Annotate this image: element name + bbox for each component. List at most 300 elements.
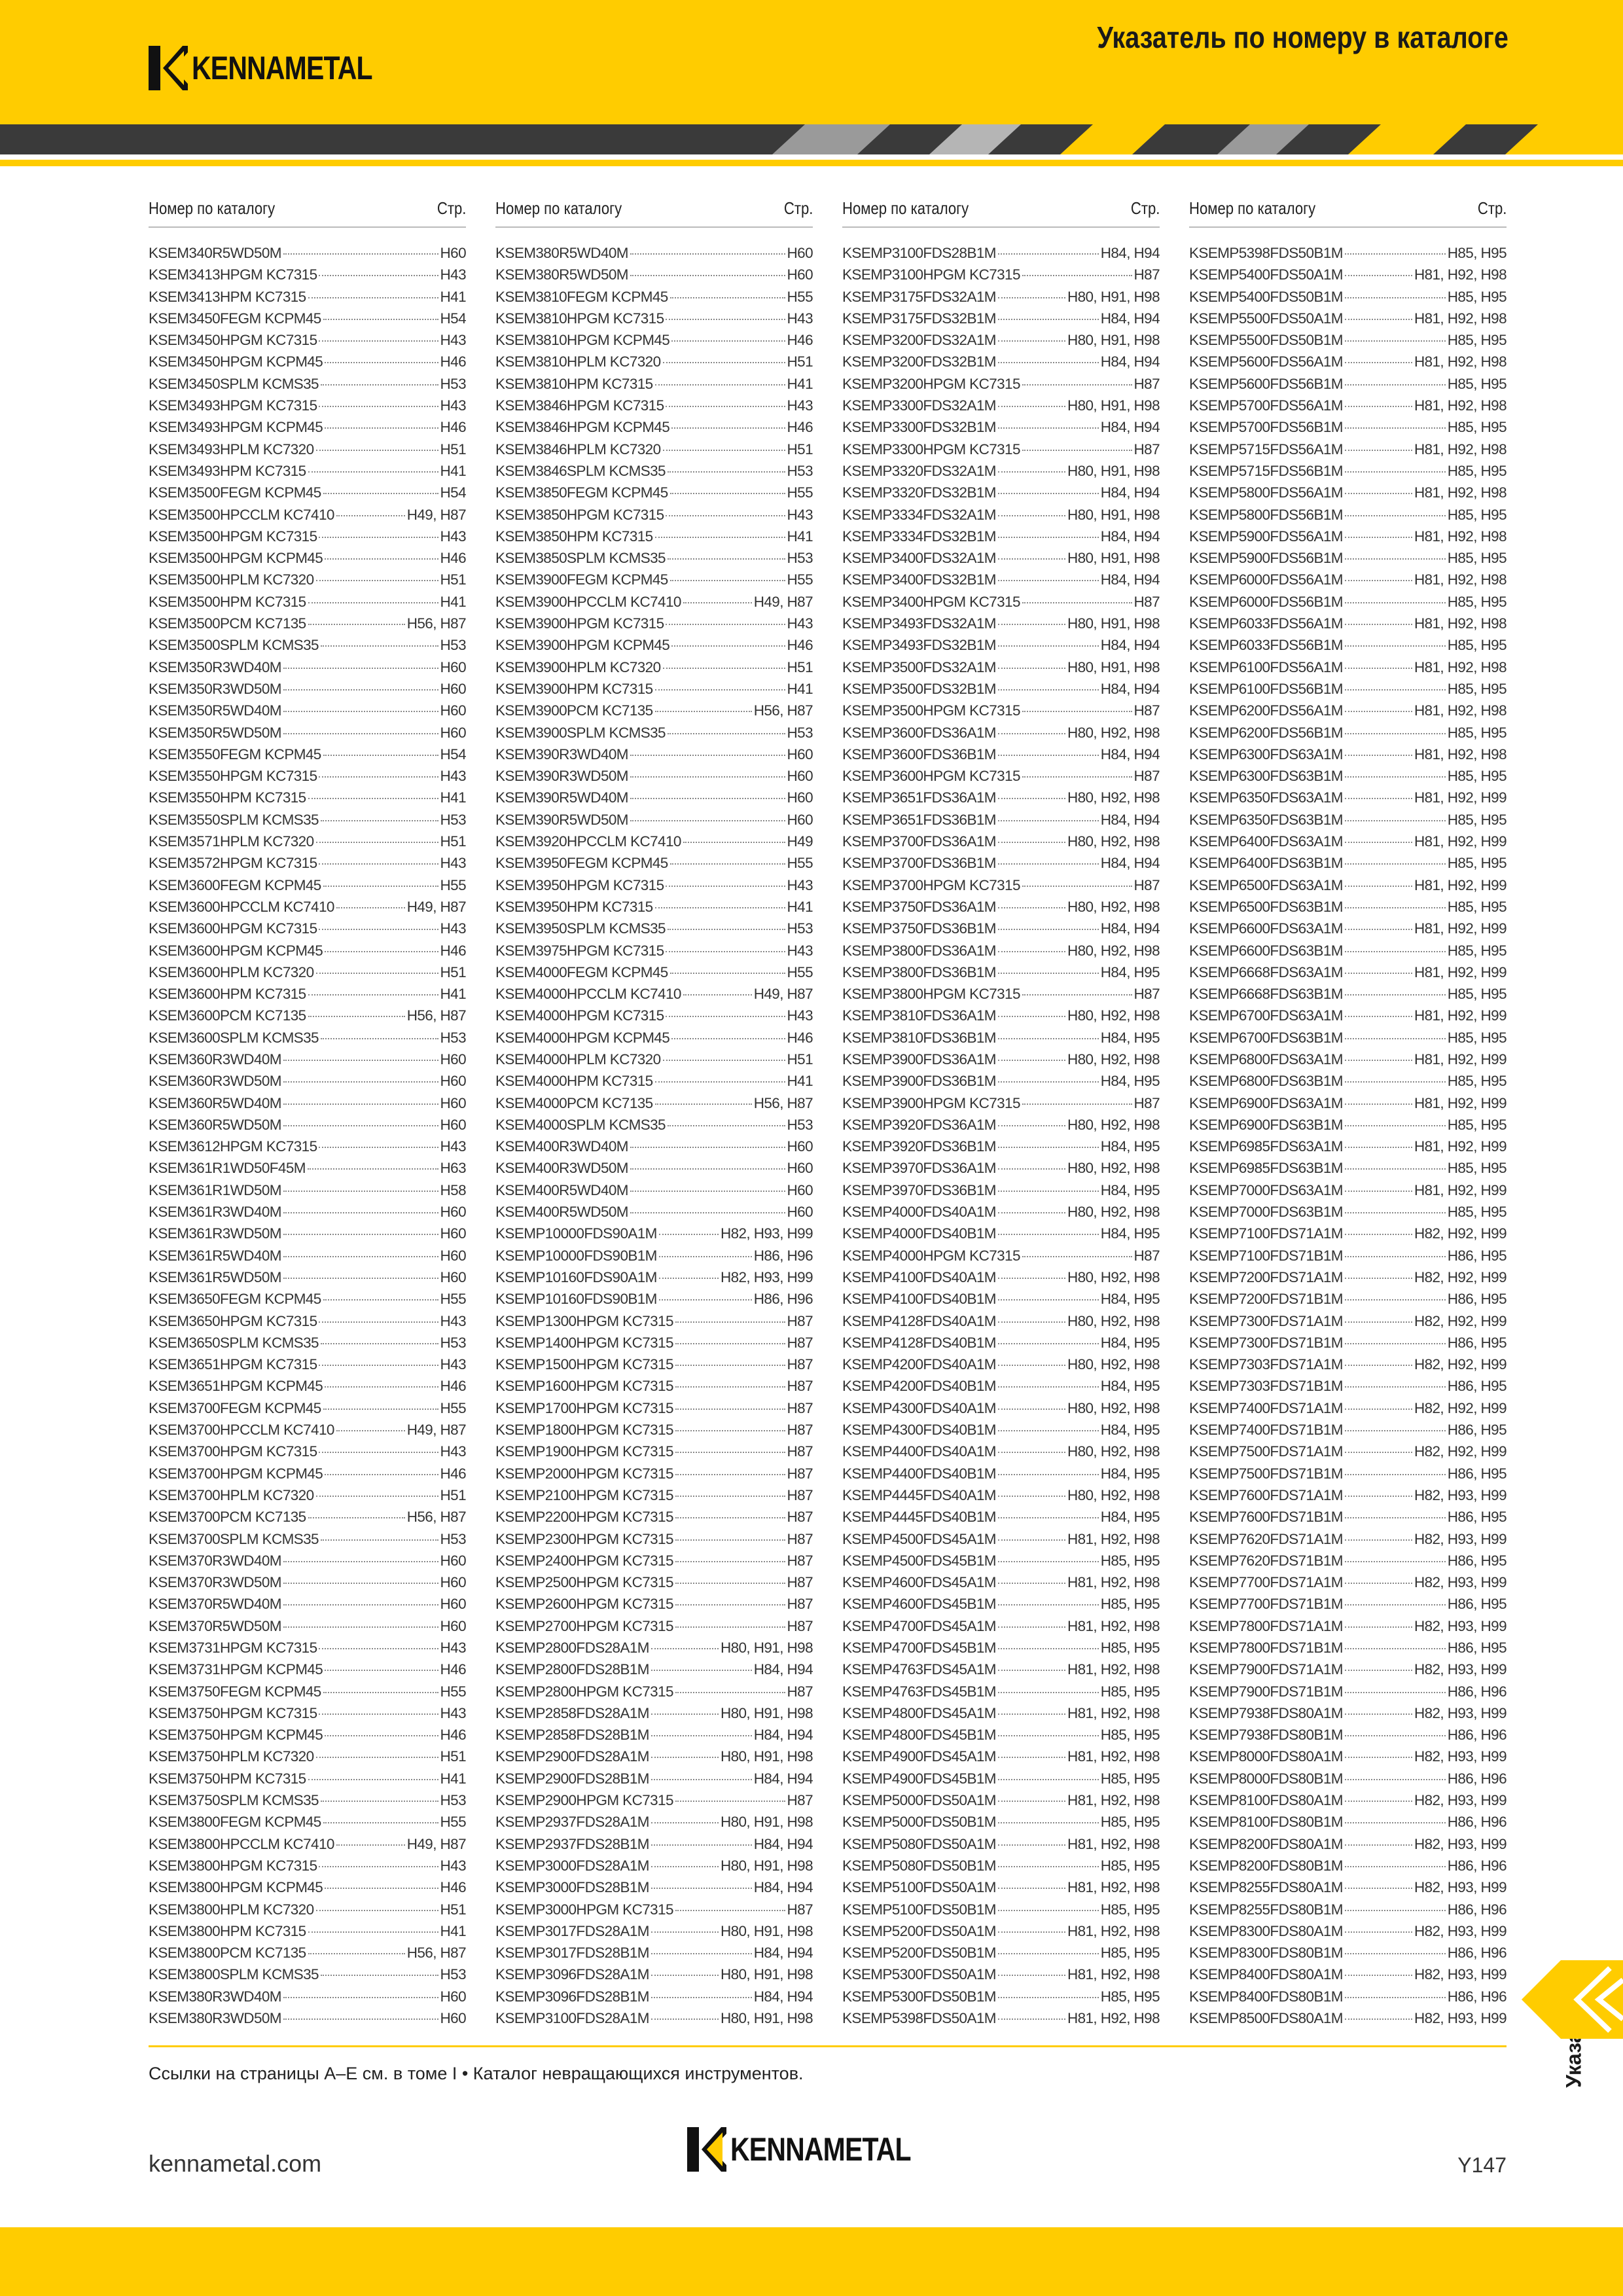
index-row	[495, 613, 813, 634]
catalog-number: KSEMP3500HPGM KC7315	[842, 702, 1020, 719]
dot-leader	[998, 1299, 1099, 1300]
index-row	[1189, 329, 1507, 351]
page-reference: H53	[440, 1530, 466, 1547]
page-reference: H85, H95	[1447, 550, 1507, 567]
catalog-number: KSEMP1300HPGM KC7315	[495, 1312, 673, 1329]
index-row	[1189, 591, 1507, 613]
index-row	[1189, 744, 1507, 765]
page-reference: H86, H95	[1447, 1509, 1507, 1526]
index-row	[495, 1201, 813, 1223]
index-row	[1189, 1332, 1507, 1354]
dot-leader	[1345, 733, 1446, 734]
chevron-left-icon[interactable]	[1522, 1960, 1623, 2039]
dot-leader	[630, 755, 785, 756]
page-reference: H82, H92, H99	[1414, 1312, 1507, 1329]
index-row	[495, 460, 813, 482]
page-reference: H85, H95	[1100, 1814, 1160, 1831]
footer-bar	[0, 2227, 1623, 2296]
dot-leader	[998, 1801, 1065, 1802]
page-reference: H41	[440, 593, 466, 610]
page-reference: H60	[440, 1225, 466, 1242]
index-row	[149, 1354, 466, 1375]
catalog-number: KSEM3500PCM KC7135	[149, 615, 306, 632]
dot-leader	[1345, 1496, 1412, 1497]
index-row	[149, 1702, 466, 1724]
index-row	[149, 1245, 466, 1266]
index-row	[149, 809, 466, 831]
page-reference: H84, H95	[1100, 1422, 1160, 1439]
index-row	[495, 2007, 813, 2029]
dot-leader	[1345, 1278, 1412, 1279]
dot-leader	[1022, 1256, 1132, 1257]
dot-leader	[283, 1212, 438, 1213]
dot-leader	[655, 1103, 752, 1105]
kennametal-logo[interactable]	[149, 46, 412, 90]
catalog-number: KSEM3600HPLM KC7320	[149, 963, 314, 980]
catalog-number: KSEMP10000FDS90B1M	[495, 1247, 657, 1264]
catalog-number: KSEMP3810FDS36A1M	[842, 1007, 996, 1024]
dot-leader	[651, 1670, 752, 1671]
dot-leader	[316, 1496, 438, 1497]
page-reference: H85, H95	[1100, 1683, 1160, 1700]
page-reference: H43	[787, 506, 813, 523]
catalog-number: KSEM3800HPM KC7315	[149, 1922, 306, 1939]
dot-leader	[998, 1822, 1099, 1823]
dot-leader	[998, 362, 1099, 363]
dot-leader	[651, 1975, 719, 1976]
dot-leader	[1345, 1256, 1446, 1257]
catalog-number: KSEMP7620FDS71A1M	[1189, 1530, 1343, 1547]
page-reference: H46	[440, 1879, 466, 1896]
page-reference: H41	[787, 898, 813, 915]
dot-leader	[319, 340, 438, 342]
page-reference: H82, H93, H99	[1414, 1792, 1507, 1809]
page-reference: H84, H94	[1100, 811, 1160, 828]
catalog-number: KSEM3500HPGM KCPM45	[149, 550, 323, 567]
page-reference: H81, H92, H98	[1414, 658, 1507, 675]
dot-leader	[1345, 1670, 1412, 1671]
catalog-number: KSEM3550SPLM KCMS35	[149, 811, 319, 828]
page-reference: H43	[440, 768, 466, 785]
catalog-number: KSEM3900HPM KC7315	[495, 680, 653, 697]
catalog-number: KSEM380R5WD40M	[495, 245, 628, 261]
catalog-number: KSEM3450SPLM KCMS35	[149, 375, 319, 392]
page-reference: H55	[787, 855, 813, 872]
index-row	[495, 831, 813, 852]
catalog-number: KSEMP1900HPGM KC7315	[495, 1443, 673, 1460]
page-reference: H85, H95	[1447, 1204, 1507, 1221]
catalog-number: KSEM3800HPLM KC7320	[149, 1901, 314, 1918]
index-row	[149, 1179, 466, 1201]
page-reference: H84, H94	[1100, 855, 1160, 872]
index-row	[495, 1746, 813, 1767]
page-reference: H85, H95	[1447, 724, 1507, 741]
index-row	[842, 1288, 1160, 1310]
dot-leader	[1345, 1735, 1446, 1736]
catalog-number: KSEMP3300FDS32A1M	[842, 397, 996, 414]
dot-leader	[663, 668, 785, 669]
dot-leader	[651, 1953, 752, 1954]
index-row	[495, 787, 813, 808]
catalog-number: KSEMP8000FDS80B1M	[1189, 1770, 1343, 1787]
page-reference: H80, H92, H98	[1067, 1204, 1160, 1221]
catalog-number: KSEMP1500HPGM KC7315	[495, 1356, 673, 1373]
dot-leader	[308, 602, 438, 603]
catalog-number: KSEMP3000FDS28B1M	[495, 1879, 649, 1896]
page-reference: H56, H87	[753, 1094, 813, 1111]
catalog-number: KSEMP3500FDS32B1M	[842, 680, 996, 697]
dot-leader	[1022, 776, 1132, 778]
catalog-number: KSEM361R1WD50F45M	[149, 1160, 306, 1177]
dot-leader	[319, 275, 438, 276]
catalog-number: KSEMP3700HPGM KC7315	[842, 876, 1020, 893]
dot-leader	[998, 1408, 1065, 1410]
catalog-number: KSEMP3600FDS36B1M	[842, 745, 996, 762]
index-row	[495, 395, 813, 416]
page-reference: H86, H96	[1447, 1901, 1507, 1918]
catalog-number: KSEM3800PCM KC7135	[149, 1945, 306, 1962]
footnote: Ссылки на страницы A–E см. в томе I • Каталог невращающихся инструментов.	[149, 2064, 804, 2083]
index-row	[842, 460, 1160, 482]
dot-leader	[323, 886, 438, 887]
catalog-number: KSEM4000HPCCLM KC7410	[495, 986, 681, 1003]
catalog-number: KSEMP4000HPGM KC7315	[842, 1247, 1020, 1264]
index-row	[149, 940, 466, 961]
index-row	[842, 1681, 1160, 1702]
dot-leader	[1345, 1931, 1412, 1933]
index-row	[495, 896, 813, 918]
index-row	[842, 1855, 1160, 1876]
catalog-number: KSEM361R3WD40M	[149, 1204, 281, 1221]
dot-leader	[998, 1321, 1065, 1323]
index-row	[842, 1179, 1160, 1201]
page-reference: H80, H92, H98	[1067, 1007, 1160, 1024]
dot-leader	[998, 1474, 1099, 1475]
page-reference: H84, H95	[1100, 1378, 1160, 1395]
catalog-number: KSEMP7200FDS71A1M	[1189, 1268, 1343, 1285]
catalog-number: KSEMP2858FDS28B1M	[495, 1727, 649, 1744]
dot-leader	[998, 406, 1065, 407]
index-row	[1189, 416, 1507, 438]
dot-leader	[325, 1888, 438, 1889]
dot-leader	[321, 384, 438, 386]
dot-leader	[998, 1430, 1099, 1431]
catalog-number: KSEMP3970FDS36A1M	[842, 1160, 996, 1177]
dot-leader	[1345, 1408, 1412, 1410]
catalog-number: KSEMP7600FDS71B1M	[1189, 1509, 1343, 1526]
index-row	[842, 722, 1160, 744]
page-reference: H55	[787, 963, 813, 980]
page-reference: H80, H91, H98	[720, 1640, 813, 1656]
index-row	[495, 918, 813, 939]
dot-leader	[321, 1539, 438, 1541]
index-row	[1189, 286, 1507, 308]
page-reference: H82, H93, H99	[1414, 2010, 1507, 2027]
page-reference: H85, H95	[1447, 419, 1507, 436]
dot-leader	[283, 1081, 438, 1083]
page-reference: H46	[440, 550, 466, 567]
dot-leader	[1345, 319, 1412, 320]
dot-leader	[998, 1583, 1065, 1584]
index-row	[842, 1506, 1160, 1528]
index-row	[495, 1768, 813, 1789]
index-row	[842, 351, 1160, 372]
catalog-number: KSEM3600HPGM KC7315	[149, 920, 317, 937]
index-row	[149, 722, 466, 744]
index-column-2	[495, 190, 813, 2029]
catalog-number: KSEMP3600HPGM KC7315	[842, 768, 1020, 785]
page-reference: H86, H95	[1447, 1247, 1507, 1264]
catalog-number: KSEMP4900FDS45A1M	[842, 1748, 996, 1765]
page-reference: H82, H92, H99	[1414, 1268, 1507, 1285]
index-row	[842, 1942, 1160, 1964]
catalog-number: KSEMP3500FDS32A1M	[842, 658, 996, 675]
catalog-number: KSEMP3320FDS32B1M	[842, 484, 996, 501]
index-row	[495, 961, 813, 983]
catalog-number: KSEMP4700FDS45A1M	[842, 1617, 996, 1634]
dot-leader	[1345, 1452, 1412, 1453]
page-reference: H81, H92, H98	[1067, 1879, 1160, 1896]
page-reference: H85, H95	[1447, 942, 1507, 959]
dot-leader	[1345, 1888, 1412, 1889]
index-row	[842, 896, 1160, 918]
catalog-number: KSEM3571HPLM KC7320	[149, 833, 314, 850]
dot-leader	[998, 1496, 1065, 1497]
catalog-number: KSEM390R5WD40M	[495, 789, 628, 806]
dot-leader	[283, 1125, 438, 1126]
index-row	[495, 504, 813, 526]
dot-leader	[1345, 907, 1446, 908]
page-reference: H46	[440, 1661, 466, 1678]
page-reference: H85, H95	[1100, 1770, 1160, 1787]
catalog-number: KSEM3700HPGM KCPM45	[149, 1465, 323, 1482]
dot-leader	[321, 1975, 438, 1976]
index-row	[842, 1223, 1160, 1244]
page-reference: H82, H92, H99	[1414, 1399, 1507, 1416]
dot-leader	[1345, 2018, 1412, 2020]
index-row	[842, 1986, 1160, 2007]
footer-kennametal-logo[interactable]	[687, 2127, 950, 2172]
index-row	[1189, 1550, 1507, 1571]
dot-leader	[1345, 973, 1412, 974]
index-row	[1189, 1942, 1507, 1964]
catalog-number: KSEM3850FEGM KCPM45	[495, 484, 668, 501]
index-row	[149, 1375, 466, 1397]
website-link[interactable]: kennametal.com	[149, 2150, 322, 2177]
dot-leader	[308, 471, 438, 473]
catalog-number: KSEMP2600HPGM KC7315	[495, 1596, 673, 1613]
catalog-number: KSEMP5080FDS50A1M	[842, 1835, 996, 1852]
index-row	[842, 1876, 1160, 1898]
dot-leader	[283, 1626, 438, 1628]
dot-leader	[651, 1931, 719, 1933]
catalog-number: KSEM3450FEGM KCPM45	[149, 310, 321, 327]
catalog-number: KSEM3731HPGM KCPM45	[149, 1661, 323, 1678]
page-reference: H43	[787, 942, 813, 959]
index-row	[842, 526, 1160, 547]
catalog-number: KSEMP3320FDS32A1M	[842, 462, 996, 479]
index-row	[149, 1419, 466, 1441]
index-row	[495, 242, 813, 264]
page-reference: H82, H93, H99	[720, 1225, 813, 1242]
page-reference: H55	[440, 1683, 466, 1700]
catalog-number: KSEMP3900HPGM KC7315	[842, 1094, 1020, 1111]
dot-leader	[998, 668, 1065, 669]
page-reference: H49	[787, 833, 813, 850]
dot-leader	[1345, 471, 1446, 473]
page-reference: H84, H94	[1100, 571, 1160, 588]
dot-leader	[998, 1191, 1099, 1192]
dot-leader	[998, 1016, 1065, 1017]
catalog-number: KSEMP8500FDS80A1M	[1189, 2010, 1343, 2027]
catalog-number: KSEMP3334FDS32B1M	[842, 528, 996, 545]
page-reference: H46	[787, 1029, 813, 1046]
dot-leader	[1345, 1779, 1446, 1780]
catalog-number: KSEMP4000FDS40A1M	[842, 1204, 996, 1221]
page-reference: H46	[440, 942, 466, 959]
catalog-number: KSEM370R3WD40M	[149, 1552, 281, 1569]
page-reference: H82, H92, H99	[1414, 1443, 1507, 1460]
dot-leader	[651, 1866, 719, 1867]
catalog-number: KSEMP5700FDS56A1M	[1189, 397, 1343, 414]
dot-leader	[1022, 384, 1132, 386]
catalog-number: KSEM380R3WD40M	[149, 1988, 281, 2005]
catalog-number: KSEMP7800FDS71B1M	[1189, 1640, 1343, 1656]
catalog-number: KSEMP7700FDS71A1M	[1189, 1574, 1343, 1591]
index-row	[842, 1789, 1160, 1811]
dot-leader	[1345, 1583, 1412, 1584]
index-row	[149, 547, 466, 569]
dot-leader	[321, 1801, 438, 1802]
catalog-number: KSEMP4900FDS45B1M	[842, 1770, 996, 1787]
dot-leader	[998, 1147, 1099, 1148]
catalog-number: KSEMP3200FDS32B1M	[842, 353, 996, 370]
catalog-number: KSEM3900FEGM KCPM45	[495, 571, 668, 588]
page-reference: H46	[440, 1727, 466, 1744]
index-row	[1189, 896, 1507, 918]
index-row	[149, 1005, 466, 1026]
dot-leader	[683, 602, 752, 603]
index-row	[1189, 700, 1507, 721]
stripe-gap	[0, 154, 1623, 160]
dot-leader	[1345, 297, 1446, 298]
catalog-number: KSEM4000FEGM KCPM45	[495, 963, 668, 980]
dot-leader	[668, 558, 785, 560]
header-page: Стр.	[1477, 198, 1507, 218]
catalog-number: KSEMP6985FDS63A1M	[1189, 1138, 1343, 1155]
index-row	[495, 1419, 813, 1441]
page-reference: H43	[440, 332, 466, 349]
index-row	[495, 1027, 813, 1049]
catalog-number: KSEM3846HPGM KCPM45	[495, 419, 670, 436]
page-reference: H60	[440, 2010, 466, 2027]
index-row	[1189, 1659, 1507, 1680]
catalog-number: KSEM3651HPGM KC7315	[149, 1356, 317, 1373]
index-column-4	[1189, 190, 1507, 2029]
index-row	[149, 395, 466, 416]
page-reference: H81, H92, H98	[1067, 1792, 1160, 1809]
index-row	[1189, 569, 1507, 590]
index-row	[842, 1441, 1160, 1462]
catalog-number: KSEMP3920FDS36A1M	[842, 1116, 996, 1133]
catalog-number: KSEMP5100FDS50B1M	[842, 1901, 996, 1918]
index-row	[149, 439, 466, 460]
dot-leader	[998, 493, 1099, 494]
index-row	[842, 1266, 1160, 1288]
page-reference: H84, H95	[1100, 1225, 1160, 1242]
dot-leader	[998, 755, 1099, 756]
catalog-number: KSEMP6668FDS63A1M	[1189, 963, 1343, 980]
page-reference: H85, H95	[1100, 1727, 1160, 1744]
catalog-number: KSEM3572HPGM KC7315	[149, 855, 317, 872]
dot-leader	[283, 1103, 438, 1105]
index-row	[495, 329, 813, 351]
page-reference: H86, H95	[1447, 1465, 1507, 1482]
page-reference: H56, H87	[406, 1945, 466, 1962]
dot-leader	[1345, 450, 1412, 451]
catalog-number: KSEM3800HPGM KC7315	[149, 1857, 317, 1874]
catalog-number: KSEMP3000HPGM KC7315	[495, 1901, 673, 1918]
page-reference: H85, H95	[1447, 768, 1507, 785]
page-reference: H86, H95	[1447, 1334, 1507, 1351]
index-row	[842, 1811, 1160, 1833]
index-row	[842, 591, 1160, 613]
catalog-number: KSEMP10160FDS90A1M	[495, 1268, 657, 1285]
dot-leader	[283, 733, 438, 734]
index-row	[1189, 1463, 1507, 1484]
index-row	[149, 874, 466, 896]
catalog-number: KSEMP8400FDS80B1M	[1189, 1988, 1343, 2005]
dot-leader	[308, 1779, 438, 1780]
catalog-number: KSEMP5300FDS50B1M	[842, 1988, 996, 2005]
catalog-number: KSEM3850SPLM KCMS35	[495, 550, 666, 567]
index-row	[842, 613, 1160, 634]
page-reference: H85, H95	[1447, 462, 1507, 479]
dot-leader	[1345, 1539, 1412, 1541]
catalog-number: KSEMP7600FDS71A1M	[1189, 1486, 1343, 1503]
page-reference: H87	[1133, 266, 1160, 283]
dot-leader	[1345, 1910, 1446, 1911]
catalog-number: KSEMP3800HPGM KC7315	[842, 986, 1020, 1003]
dot-leader	[630, 1191, 785, 1192]
index-row	[495, 656, 813, 678]
catalog-number: KSEM3750HPGM KC7315	[149, 1704, 317, 1721]
page-reference: H84, H94	[1100, 680, 1160, 697]
dot-leader	[998, 1670, 1065, 1671]
page-reference: H60	[787, 745, 813, 762]
index-row	[149, 591, 466, 613]
dot-leader	[651, 1735, 752, 1736]
page-reference: H84, H94	[753, 1770, 813, 1787]
catalog-number: KSEMP3400FDS32A1M	[842, 550, 996, 567]
catalog-number: KSEMP6700FDS63A1M	[1189, 1007, 1343, 1024]
index-row	[495, 1833, 813, 1855]
dot-leader	[323, 1692, 438, 1693]
index-row	[842, 1615, 1160, 1637]
page-reference: H85, H95	[1100, 1596, 1160, 1613]
page-reference: H87	[787, 1378, 813, 1395]
page-reference: H80, H92, H98	[1067, 898, 1160, 915]
catalog-number: KSEMP5398FDS50A1M	[842, 2010, 996, 2027]
index-row	[1189, 504, 1507, 526]
dot-leader	[630, 776, 785, 778]
page-reference: H41	[787, 680, 813, 697]
dot-leader	[675, 1801, 785, 1802]
catalog-number: KSEM350R3WD40M	[149, 658, 281, 675]
page-reference: H84, H94	[1100, 484, 1160, 501]
catalog-number: KSEM4000HPGM KC7315	[495, 1007, 664, 1024]
index-row	[149, 1157, 466, 1179]
